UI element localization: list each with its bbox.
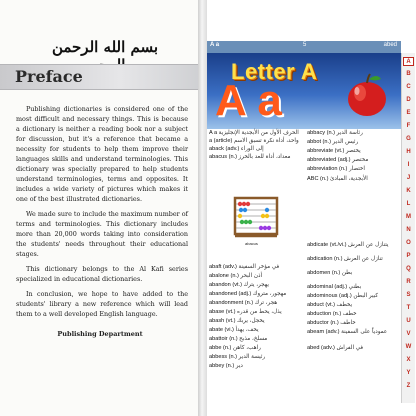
tab-letter-j[interactable]: J xyxy=(406,175,411,181)
entry-headword: abductor (n.) xyxy=(307,320,341,326)
dictionary-entry xyxy=(307,345,363,351)
letter-banner xyxy=(207,53,401,129)
entry-translation: الأبجدية، المبادئ xyxy=(330,176,368,182)
dictionary-entry xyxy=(209,300,277,306)
dictionary-entry xyxy=(307,166,365,172)
entry-headword: abash (vt.) xyxy=(209,318,237,324)
tab-letter-o[interactable]: O xyxy=(406,240,411,246)
entry-translation: يتنازل عن العرش xyxy=(348,242,389,248)
dictionary-entry xyxy=(307,284,361,290)
entry-headword: abed (adv.) xyxy=(307,345,337,351)
header-guide-word: abed xyxy=(383,42,397,48)
dictionary-entry xyxy=(307,302,352,308)
entry-headword: abbess (n.) xyxy=(209,354,239,360)
dictionary-entry xyxy=(209,354,265,360)
page-header xyxy=(207,41,401,53)
dictionary-entry xyxy=(307,242,388,248)
dictionary-entry xyxy=(209,282,269,288)
entry-headword: abduction (n.) xyxy=(307,311,343,317)
entry-headword: aback (adv.) xyxy=(209,146,241,152)
tab-letter-q[interactable]: Q xyxy=(406,266,411,272)
banner-title: Letter A xyxy=(231,59,318,84)
header-letter: A a xyxy=(210,42,220,48)
left-page xyxy=(0,0,200,416)
entry-headword: A a xyxy=(209,130,219,136)
dictionary-entry xyxy=(209,309,282,315)
entry-translation: معداد، أداة للعد بالخرز xyxy=(238,154,291,160)
dictionary-entry xyxy=(209,327,259,333)
entry-translation: في الفراش xyxy=(336,345,364,351)
tab-letter-g[interactable]: G xyxy=(406,136,411,142)
entry-headword: abdomen (n.) xyxy=(307,270,342,276)
tab-letter-k[interactable]: K xyxy=(406,188,411,194)
entry-translation: مسلخ، مذبح xyxy=(239,336,268,342)
dictionary-entry xyxy=(307,293,378,299)
entry-headword: abbreviation (n.) xyxy=(307,166,349,172)
tab-letter-i[interactable]: I xyxy=(407,162,410,168)
preface-body xyxy=(16,104,188,324)
entry-translation: راهب، كاهن xyxy=(232,345,261,351)
entry-headword: abbreviated (adj.) xyxy=(307,157,353,163)
preface-paragraph: We made sure to include the maximum number of terms and terminologies. This dictionary includes more than 20,000 words taking into consideration the students' needs throughout their educational stages. xyxy=(16,210,188,258)
entry-translation: إلى الوراء xyxy=(240,146,264,152)
dictionary-entry xyxy=(307,320,356,326)
tab-letter-u[interactable]: U xyxy=(406,318,411,324)
preface-paragraph: This dictionary belongs to the Al Kafi series specialized in educational dictionaries. xyxy=(16,265,188,283)
tab-letter-m[interactable]: M xyxy=(406,214,411,220)
tab-letter-a[interactable]: A xyxy=(403,57,414,66)
tab-letter-t[interactable]: T xyxy=(406,305,411,311)
dictionary-entry xyxy=(307,329,387,335)
entry-headword: abandon (vt.) xyxy=(209,282,244,288)
page-number: 5 xyxy=(303,42,307,48)
entry-translation: يخف، يهدأ xyxy=(235,327,259,333)
tab-letter-d[interactable]: D xyxy=(406,97,411,103)
preface-title: Preface xyxy=(15,67,83,86)
right-page xyxy=(207,0,416,416)
dictionary-entry xyxy=(307,157,368,163)
entry-headword: abdication (n.) xyxy=(307,256,345,262)
tab-letter-f[interactable]: F xyxy=(406,123,411,129)
tab-letter-z[interactable]: Z xyxy=(406,383,411,389)
entry-translation: اختصار xyxy=(348,166,365,172)
dictionary-entry xyxy=(307,176,368,182)
entry-translation: مختصر xyxy=(352,157,369,163)
preface-paragraph: Publishing dictionaries is considered one of the most difficult and necessary things. This is because a dictionary is neither a reading book nor a subject for discussion, but it's a reference that became a necessity for students to help them improve their languages skills and understand terminologies. This dictionary was specially prepared to help students understand terminologies, terms and opposites. It includes a wide variety of pictures which makes it one of the best illustrated dictionaries. xyxy=(16,105,188,203)
banner-letters: A a xyxy=(215,76,282,125)
tab-letter-r[interactable]: R xyxy=(406,279,411,285)
entry-headword: abbacy (n.) xyxy=(307,130,337,136)
preface-paragraph: In conclusion, we hope to have added to the students' library a new reference which will lead them to a well developed English language. xyxy=(16,290,188,318)
entry-translation: يختصر xyxy=(345,148,361,154)
dictionary-entry xyxy=(209,363,243,369)
entry-translation: رئاسة الدير xyxy=(336,130,363,136)
entry-translation: يهجر، يترك xyxy=(243,282,269,288)
dictionary-entry xyxy=(307,139,358,145)
entry-translation: تنازل عن العرش xyxy=(344,256,383,262)
entry-translation: خطف xyxy=(342,311,357,317)
entry-headword: abacus (n.) xyxy=(209,154,239,160)
entry-headword: ABC (n.) xyxy=(307,176,331,182)
entry-headword: abandonment (n.) xyxy=(209,300,255,306)
entry-translation: الحرف الأول من الأبجدية الإنجليزية xyxy=(218,130,299,136)
entry-headword: abeam (adv.) xyxy=(307,329,342,335)
entry-translation: هجر، ترك xyxy=(254,300,278,306)
entry-headword: abbe (n.) xyxy=(209,345,233,351)
abacus-icon xyxy=(233,196,279,238)
alphabet-tabs xyxy=(401,53,415,403)
dictionary-entry xyxy=(209,154,290,160)
entry-headword: abdominous (adj.) xyxy=(307,293,354,299)
entry-translation: مهجور، متروك xyxy=(252,291,287,297)
tab-letter-s[interactable]: S xyxy=(406,292,411,298)
dictionary-entry xyxy=(209,273,262,279)
entry-translation: خاطف xyxy=(340,320,356,326)
dictionary-entry xyxy=(209,130,299,136)
entry-headword: abbey (n.) xyxy=(209,363,236,369)
entry-headword: abbreviate (vt.) xyxy=(307,148,346,154)
dictionary-entries xyxy=(207,130,401,416)
entry-headword: abbot (n.) xyxy=(307,139,333,145)
dictionary-entry xyxy=(209,336,267,342)
entry-translation: دير xyxy=(235,363,243,369)
entry-headword: abdicate (vt./vi.) xyxy=(307,242,349,248)
basmala: بسم الله الرحمن xyxy=(51,38,159,56)
dictionary-entry xyxy=(209,264,279,270)
entry-headword: abaft (adv.) xyxy=(209,264,239,270)
tab-letter-h[interactable]: H xyxy=(406,149,411,155)
entry-headword: abalone (n.) xyxy=(209,273,241,279)
entry-translation: يخطف xyxy=(336,302,353,308)
entry-translation: كبير البطن xyxy=(353,293,379,299)
tab-letter-w[interactable]: W xyxy=(405,344,412,350)
image-caption: abacus xyxy=(245,241,258,246)
tab-letter-b[interactable]: B xyxy=(406,71,411,77)
entry-translation: يذل، يحط من قدره xyxy=(236,309,282,315)
dictionary-entry xyxy=(209,146,264,152)
publisher-signature: Publishing Department xyxy=(57,330,143,338)
entry-headword: abduct (vt.) xyxy=(307,302,337,308)
tab-letter-l[interactable]: L xyxy=(406,201,411,207)
tab-letter-p[interactable]: P xyxy=(406,253,411,259)
preface-header-bar xyxy=(0,64,200,90)
entry-headword: abate (vi.) xyxy=(209,327,236,333)
entry-translation: أذن البحر xyxy=(240,273,262,279)
apple-icon xyxy=(343,71,391,119)
entry-headword: abattoir (n.) xyxy=(209,336,240,342)
tab-letter-x[interactable]: X xyxy=(406,357,411,363)
entry-translation: بطني xyxy=(348,284,362,290)
tab-letter-n[interactable]: N xyxy=(406,227,411,233)
entry-translation: بطن xyxy=(341,270,353,276)
dictionary-entry xyxy=(209,345,261,351)
tab-letter-y[interactable]: Y xyxy=(406,370,411,376)
entry-translation: يخجل، يربك xyxy=(236,318,265,324)
entry-translation: رئيس الدير xyxy=(332,139,359,145)
entry-translation: عمودياً على السفينة xyxy=(341,329,388,335)
entry-translation: رئيسة الدير xyxy=(238,354,266,360)
dictionary-entry xyxy=(209,291,286,297)
entry-headword: abdominal (adj.) xyxy=(307,284,349,290)
dictionary-entry xyxy=(307,311,357,317)
entry-translation: واحد، أداة نكرة تسبق الاسم xyxy=(233,138,299,144)
dictionary-entry xyxy=(209,138,299,144)
entry-headword: abase (vt.) xyxy=(209,309,237,315)
dictionary-entry xyxy=(307,270,352,276)
dictionary-entry xyxy=(307,256,383,262)
tab-letter-e[interactable]: E xyxy=(406,110,411,116)
entry-headword: abandoned (adj.) xyxy=(209,291,253,297)
tab-letter-v[interactable]: V xyxy=(406,331,411,337)
entry-headword: a (article) xyxy=(209,138,234,144)
dictionary-entry xyxy=(307,130,363,136)
dictionary-entry xyxy=(209,318,265,324)
entry-translation: في مؤخر السفينة xyxy=(238,264,280,270)
tab-letter-c[interactable]: C xyxy=(406,84,411,90)
dictionary-entry xyxy=(307,148,361,154)
